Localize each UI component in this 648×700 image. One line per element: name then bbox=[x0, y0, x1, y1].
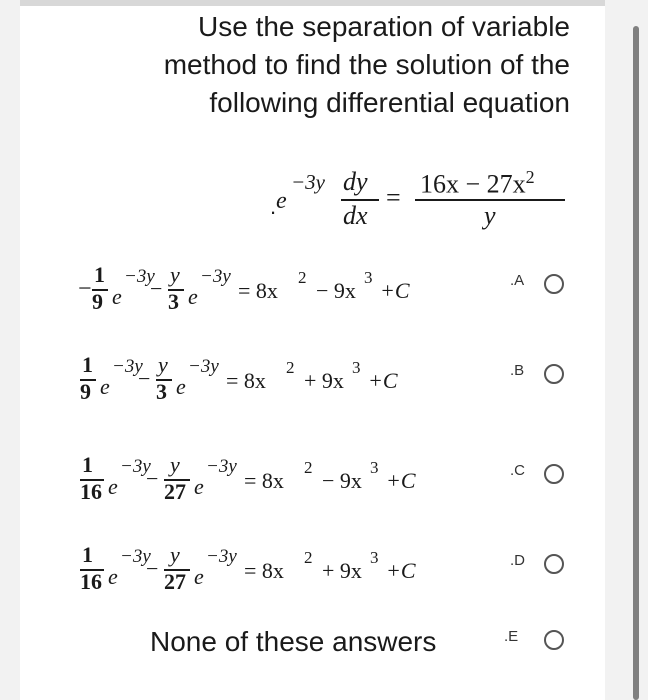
exp-power: −3y bbox=[120, 456, 151, 477]
term-denominator: 27 bbox=[164, 479, 186, 504]
equation-numerator bbox=[420, 167, 535, 200]
option-e-radio[interactable] bbox=[544, 630, 564, 650]
option-radio[interactable] bbox=[544, 464, 564, 484]
rhs-cube: 3 bbox=[370, 548, 379, 567]
equation-exponent: −3y bbox=[291, 170, 325, 194]
term-numerator: y bbox=[170, 452, 180, 477]
exp-base-2: e bbox=[194, 564, 204, 589]
coef-denominator: 16 bbox=[80, 569, 102, 594]
question-line-1: Use the separation of variable bbox=[198, 11, 570, 42]
rhs-plus-c: +C bbox=[386, 558, 416, 583]
option-e-letter: .E bbox=[504, 628, 519, 645]
rhs-plus-c: +C bbox=[386, 468, 416, 493]
option-e-text: None of these answers bbox=[150, 626, 437, 657]
exp-base: e bbox=[112, 284, 122, 309]
minus-sign: − bbox=[146, 466, 159, 491]
exp-power: −3y bbox=[112, 356, 143, 377]
rhs-8x: = 8x bbox=[238, 278, 278, 303]
exp-base-2: e bbox=[176, 374, 186, 399]
question-text bbox=[70, 8, 570, 122]
question-line-3: following differential equation bbox=[209, 87, 570, 118]
exp-power-2: −3y bbox=[206, 546, 237, 567]
equation-dy: dy bbox=[343, 167, 368, 196]
coef-numerator: 1 bbox=[82, 352, 93, 377]
term-numerator: y bbox=[170, 262, 180, 287]
option-radio[interactable] bbox=[544, 364, 564, 384]
exp-base: e bbox=[108, 564, 118, 589]
minus-sign: − bbox=[138, 366, 151, 391]
rhs-square: 2 bbox=[304, 548, 313, 567]
equation-denominator: y bbox=[484, 201, 496, 230]
term-denominator: 3 bbox=[168, 289, 179, 314]
numerator-text: 16x − 27x bbox=[420, 169, 526, 199]
exp-power-2: −3y bbox=[188, 356, 219, 377]
minus-sign: − bbox=[150, 276, 163, 301]
coef-denominator: 9 bbox=[80, 379, 91, 404]
term-numerator: y bbox=[170, 542, 180, 567]
rhs-8x: = 8x bbox=[244, 558, 284, 583]
question-line-2: method to find the solution of the bbox=[163, 49, 570, 80]
scrollbar[interactable] bbox=[633, 26, 639, 700]
rhs-square: 2 bbox=[304, 458, 313, 477]
exp-power-2: −3y bbox=[200, 266, 231, 287]
rhs-9x: − 9x bbox=[316, 278, 356, 303]
equation-dot: . bbox=[270, 194, 277, 219]
rhs-plus-c: +C bbox=[368, 368, 398, 393]
equation-dx: dx bbox=[343, 201, 368, 230]
numerator-exponent: 2 bbox=[525, 167, 535, 187]
coef-denominator: 9 bbox=[92, 289, 103, 314]
minus-sign: − bbox=[146, 556, 159, 581]
term-denominator: 27 bbox=[164, 569, 186, 594]
equation-equals: = bbox=[386, 183, 401, 212]
rhs-cube: 3 bbox=[352, 358, 361, 377]
term-denominator: 3 bbox=[156, 379, 167, 404]
equation-e: e bbox=[276, 188, 287, 214]
option-letter: .A bbox=[510, 272, 525, 289]
coef-numerator: 1 bbox=[94, 262, 105, 287]
option-letter: .D bbox=[510, 552, 525, 569]
rhs-8x: = 8x bbox=[226, 368, 266, 393]
exp-power: −3y bbox=[124, 266, 155, 287]
rhs-plus-c: +C bbox=[380, 278, 410, 303]
exp-base-2: e bbox=[194, 474, 204, 499]
option-radio[interactable] bbox=[544, 554, 564, 574]
coef-numerator: 1 bbox=[82, 542, 93, 567]
leading-sign: − bbox=[78, 276, 92, 302]
rhs-cube: 3 bbox=[364, 268, 373, 287]
exp-base-2: e bbox=[188, 284, 198, 309]
coef-denominator: 16 bbox=[80, 479, 102, 504]
exp-power: −3y bbox=[120, 546, 151, 567]
exp-power-2: −3y bbox=[206, 456, 237, 477]
rhs-cube: 3 bbox=[370, 458, 379, 477]
rhs-9x: − 9x bbox=[322, 468, 362, 493]
option-letter: .B bbox=[510, 362, 525, 379]
coef-numerator: 1 bbox=[82, 452, 93, 477]
rhs-9x: + 9x bbox=[322, 558, 362, 583]
rhs-square: 2 bbox=[298, 268, 307, 287]
option-letter: .C bbox=[510, 462, 525, 479]
top-divider bbox=[20, 0, 605, 6]
exp-base: e bbox=[100, 374, 110, 399]
rhs-9x: + 9x bbox=[304, 368, 344, 393]
term-numerator: y bbox=[158, 352, 168, 377]
rhs-square: 2 bbox=[286, 358, 295, 377]
exp-base: e bbox=[108, 474, 118, 499]
rhs-8x: = 8x bbox=[244, 468, 284, 493]
option-radio[interactable] bbox=[544, 274, 564, 294]
